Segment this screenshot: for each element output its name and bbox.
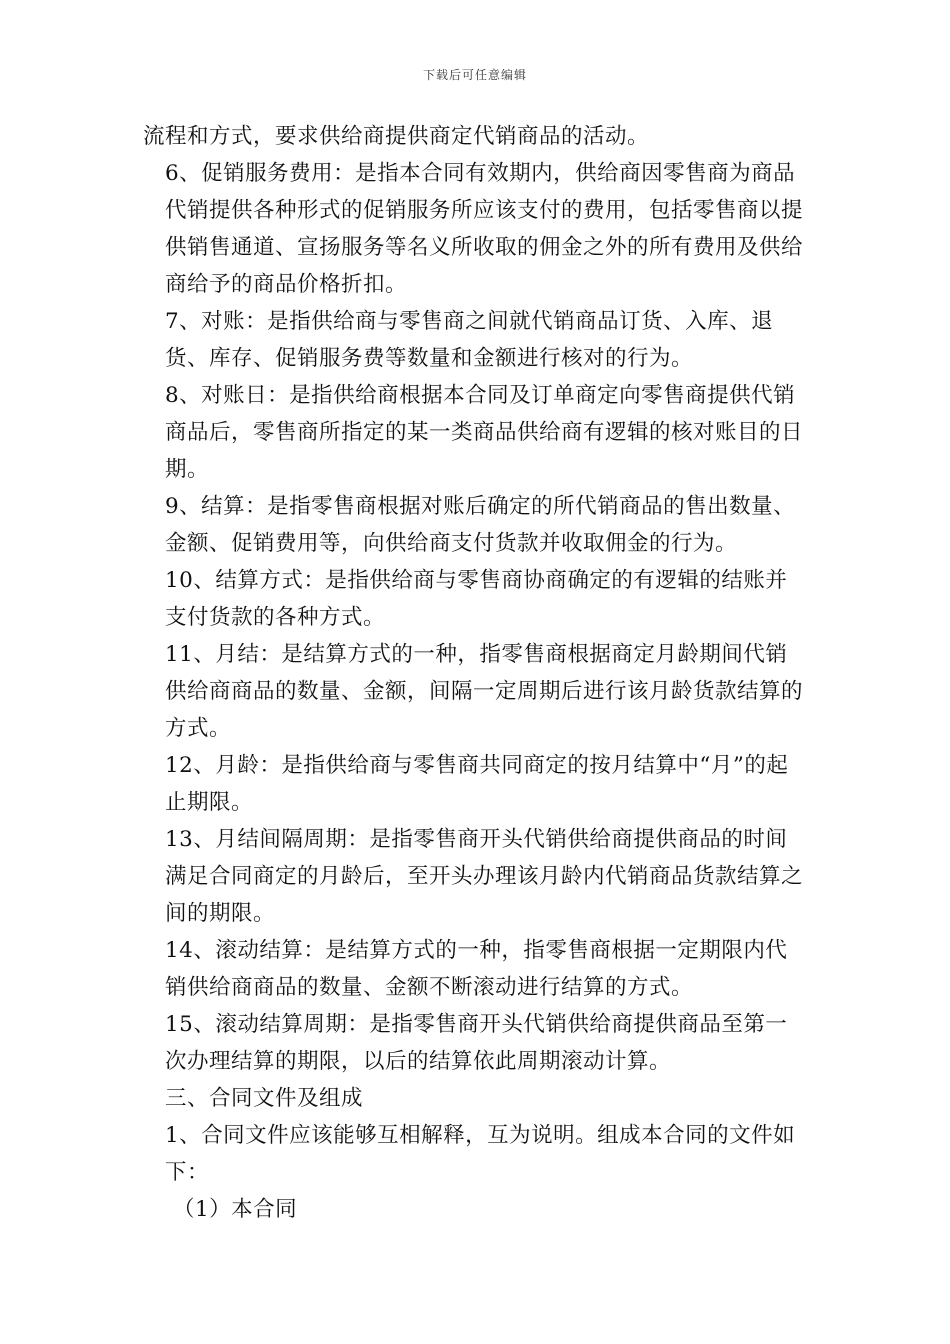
paragraph: 1、合同文件应该能够互相解释，互为说明。组成本合同的文件如下： — [165, 1123, 796, 1185]
paragraph: 10、结算方式：是指供给商与零售商协商确定的有逻辑的结账并支付货款的各种方式。 — [165, 568, 788, 630]
paragraph: 11、月结：是结算方式的一种，指零售商根据商定月龄期间代销供给商商品的数量、金额，间隔一定周期后进行该月龄货款结算的方式。 — [165, 642, 804, 741]
paragraph: 14、滚动结算：是结算方式的一种，指零售商根据一定期限内代销供给商商品的数量、金额不断滚动进行结算的方式。 — [165, 938, 788, 1000]
paragraph: 9、结算：是指零售商根据对账后确定的所代销商品的售出数量、金额、促销费用等，向供给商支付货款并收取佣金的行为。 — [165, 494, 796, 556]
paragraph: 8、对账日：是指供给商根据本合同及订单商定向零售商提供代销商品后，零售商所指定的某一类商品供给商有逻辑的核对账目的日期。 — [165, 383, 804, 482]
section-heading: 三、合同文件及组成 — [165, 1086, 364, 1111]
paragraph: 13、月结间隔周期：是指零售商开头代销供给商提供商品的时间满足合同商定的月龄后，至开头办理该月龄内代销商品货款结算之间的期限。 — [165, 827, 804, 926]
list-item: （1）本合同 — [173, 1197, 298, 1222]
page-header: 下载后可任意编辑 — [422, 68, 527, 82]
paragraph: 15、滚动结算周期：是指零售商开头代销供给商提供商品至第一次办理结算的期限，以后的结算依此周期滚动计算。 — [165, 1012, 788, 1074]
document-body — [143, 118, 808, 1228]
paragraph: 流程和方式，要求供给商提供商定代销商品的活动。 — [143, 124, 650, 149]
paragraph: 6、促销服务费用：是指本合同有效期内，供给商因零售商为商品代销提供各种形式的促销服务所应该支付的费用，包括零售商以提供销售通道、宣扬服务等名义所收取的佣金之外的所有费用及供给商给予的商品价格折扣。 — [165, 161, 804, 297]
paragraph: 12、月龄：是指供给商与零售商共同商定的按月结算中“月”的起止期限。 — [165, 753, 789, 815]
paragraph: 7、对账：是指供给商与零售商之间就代销商品订货、入库、退货、库存、促销服务费等数量和金额进行核对的行为。 — [165, 309, 774, 371]
